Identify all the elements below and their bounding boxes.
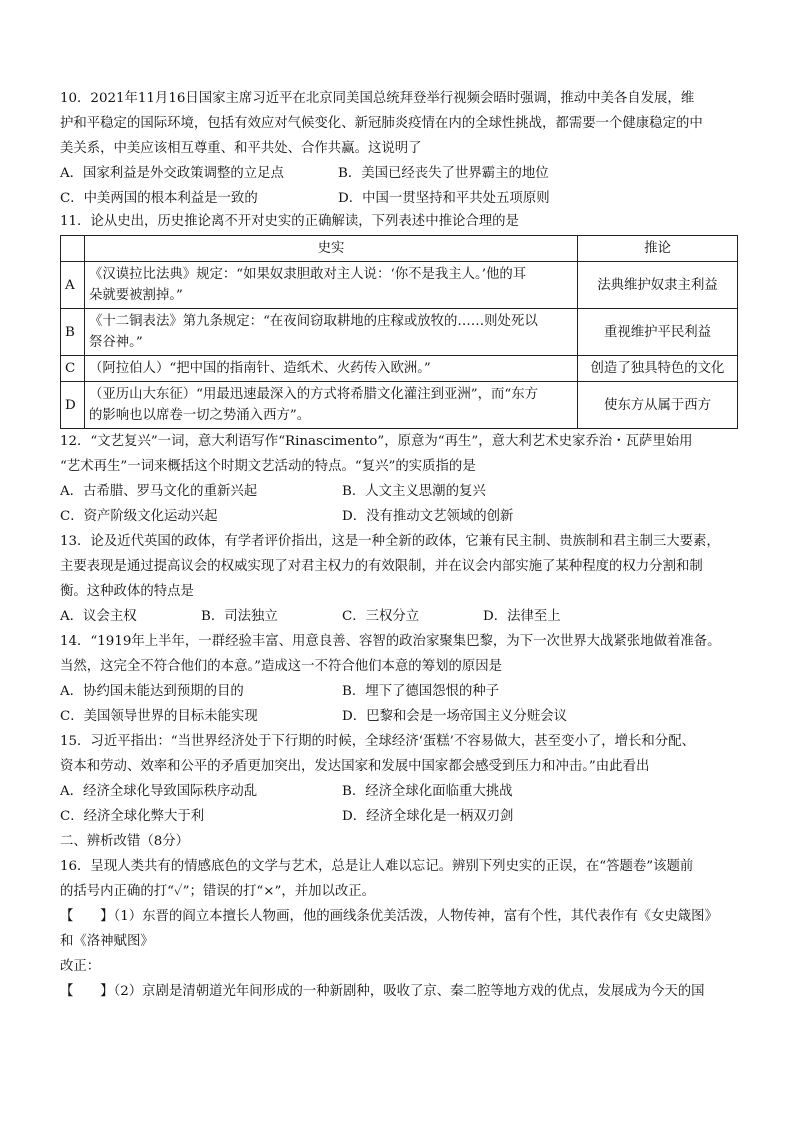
fact-line: 的影响也以席卷一切之势涌入西方”。 bbox=[89, 408, 311, 423]
correction-label: 改正： bbox=[60, 959, 101, 974]
q10-options-row bbox=[60, 186, 738, 211]
q14-stem-line: 当然，这完全不符合他们的本意。”造成这一不符合他们本意的筹划的原因是 bbox=[60, 659, 503, 674]
q13-stem-line: 衡。这种政体的特点是 bbox=[60, 584, 194, 599]
q11-row-b bbox=[61, 309, 738, 356]
q11-row-fact bbox=[85, 262, 578, 309]
q13-option-d: D．法律至上 bbox=[483, 609, 561, 624]
question-14 bbox=[60, 629, 738, 729]
q15-stem-line: 15．习近平指出：“当世界经济处于下行期的时候，全球经济‘蛋糕’不容易做大，甚至变小了，增长和分配、 bbox=[60, 734, 695, 749]
q16-item-1-cont: 和《洛神赋图》 bbox=[60, 934, 154, 949]
q11-header-blank bbox=[61, 236, 85, 262]
q10-option-a: A．国家利益是外交政策调整的立足点 bbox=[60, 166, 284, 181]
q16-item-2 bbox=[60, 979, 738, 1004]
q11-table bbox=[60, 235, 738, 429]
q16-stem-line: 的括号内正确的打“✓”；错误的打“×”，并加以改正。 bbox=[60, 884, 376, 899]
q16-item-2-text: （2）京剧是清朝道光年间形成的一种新剧种，吸收了京、秦二腔等地方戏的优点，发展成为今天的国 bbox=[113, 984, 705, 999]
q13-option-a: A．议会主权 bbox=[60, 609, 137, 624]
q11-row-fact bbox=[85, 309, 578, 356]
question-11 bbox=[60, 211, 738, 429]
q15-option-d: D．经济全球化是一柄双刃剑 bbox=[342, 809, 514, 824]
q13-options-row bbox=[60, 604, 738, 629]
question-15 bbox=[60, 729, 738, 829]
q10-options-row bbox=[60, 161, 738, 186]
q13-option-b: B．司法独立 bbox=[201, 609, 278, 624]
fact-line: （亚历山大东征）“用最迅速最深入的方式将希腊文化灌注到亚洲”，而“东方 bbox=[89, 387, 539, 402]
question-10 bbox=[60, 86, 738, 211]
q13-option-c: C．三权分立 bbox=[342, 609, 420, 624]
q10-stem-line: 护和平稳定的国际环境，包括有效应对气候变化、新冠肺炎疫情在内的全球性挑战，都需要一个健康稳定的中 bbox=[60, 116, 703, 131]
section-heading: 二、辨析改错（8分） bbox=[60, 834, 190, 849]
q11-header-fact: 史实 bbox=[85, 236, 578, 262]
section-2 bbox=[60, 829, 738, 1004]
q14-option-d: D．巴黎和会是一场帝国主义分赃会议 bbox=[342, 709, 567, 724]
exam-page bbox=[60, 86, 738, 1004]
q13-stem-line: 13．论及近代英国的政体，有学者评价指出，这是一种全新的政体，它兼有民主制、贵族制和君主制三大要素， bbox=[60, 534, 720, 549]
q10-option-d: D．中国一贯坚持和平共处五项原则 bbox=[338, 191, 550, 206]
q11-row-inference: 重视维护平民利益 bbox=[578, 309, 738, 356]
q12-option-a: A．古希腊、罗马文化的重新兴起 bbox=[60, 484, 258, 499]
q11-row-inference: 法典维护奴隶主利益 bbox=[578, 262, 738, 309]
q12-option-d: D．没有推动文艺领域的创新 bbox=[342, 509, 514, 524]
q14-options-row bbox=[60, 704, 738, 729]
q14-options-row bbox=[60, 679, 738, 704]
q11-row-inference: 使东方从属于西方 bbox=[578, 382, 738, 429]
q15-options-row bbox=[60, 804, 738, 829]
q13-stem-line: 主要表现是通过提高议会的权威实现了对君主权力的有效限制，并在议会内部实施了某种程度的权力分割和制 bbox=[60, 559, 703, 574]
fact-line: （阿拉伯人）“把中国的指南针、造纸术、火药传入欧洲。” bbox=[89, 361, 431, 376]
question-13 bbox=[60, 529, 738, 629]
q15-option-a: A．经济全球化导致国际秩序动乱 bbox=[60, 784, 258, 799]
q11-row-c bbox=[61, 356, 738, 382]
q12-option-c: C．资产阶级文化运动兴起 bbox=[60, 509, 218, 524]
q11-row-label: A bbox=[61, 262, 85, 309]
q10-option-b: B．美国已经丧失了世界霸主的地位 bbox=[338, 166, 549, 181]
q11-row-inference: 创造了独具特色的文化 bbox=[578, 356, 738, 382]
answer-bracket[interactable]: 【 】 bbox=[60, 984, 114, 999]
q15-option-c: C．经济全球化弊大于利 bbox=[60, 809, 205, 824]
q14-option-b: B．埋下了德国怨恨的种子 bbox=[342, 684, 500, 699]
fact-line: 《十二铜表法》第九条规定：“在夜间窃取耕地的庄稼或放牧的……则处死以 bbox=[89, 314, 538, 329]
fact-line: 《汉谟拉比法典》规定：“如果奴隶胆敢对主人说：‘你不是我主人。’他的耳 bbox=[89, 267, 527, 282]
q11-row-fact bbox=[85, 382, 578, 429]
q11-row-label: D bbox=[61, 382, 85, 429]
q11-row-label: B bbox=[61, 309, 85, 356]
q11-row-label: C bbox=[61, 356, 85, 382]
q11-stem: 11．论从史出，历史推论离不开对史实的正确解读，下列表述中推论合理的是 bbox=[60, 214, 519, 229]
q11-row-d bbox=[61, 382, 738, 429]
answer-bracket[interactable]: 【 】 bbox=[60, 909, 114, 924]
q11-table-header bbox=[61, 236, 738, 262]
q15-stem-line: 资本和劳动、效率和公平的矛盾更加突出，发达国家和发展中国家都会感受到压力和冲击。”由此看出 bbox=[60, 759, 650, 774]
q12-stem-line: 12．“文艺复兴”一词，意大利语写作“Rinascimento”，原意为“再生”，意大利艺术史家乔治・瓦萨里始用 bbox=[60, 434, 693, 449]
q12-stem-line: “艺术再生”一词来概括这个时期文艺活动的特点。“复兴”的实质指的是 bbox=[60, 459, 476, 474]
q14-option-a: A．协约国未能达到预期的目的 bbox=[60, 684, 244, 699]
q12-options-row bbox=[60, 479, 738, 504]
fact-line: 祭谷神。” bbox=[89, 335, 143, 350]
q12-options-row bbox=[60, 504, 738, 529]
q10-option-c: C．中美两国的根本利益是一致的 bbox=[60, 191, 258, 206]
q16-item-1-text: （1）东晋的阎立本擅长人物画，他的画线条优美活泼，人物传神，富有个性，其代表作有《女史箴图》 bbox=[113, 909, 718, 924]
q11-header-inference: 推论 bbox=[578, 236, 738, 262]
q10-stem-line: 美关系，中美应该相互尊重、和平共处、合作共赢。这说明了 bbox=[60, 141, 422, 156]
q15-options-row bbox=[60, 779, 738, 804]
question-12 bbox=[60, 429, 738, 529]
q14-option-c: C．美国领导世界的目标未能实现 bbox=[60, 709, 258, 724]
q16-stem-line: 16．呈现人类共有的情感底色的文学与艺术，总是让人难以忘记。辨别下列史实的正误，在“答题卷”该题前 bbox=[60, 859, 694, 874]
q12-option-b: B．人文主义思潮的复兴 bbox=[342, 484, 486, 499]
q16-item-1 bbox=[60, 904, 738, 929]
q11-row-fact bbox=[85, 356, 578, 382]
q14-stem-line: 14．“1919年上半年，一群经验丰富、用意良善、容智的政治家聚集巴黎，为下一次世界大战紧张地做着准备。 bbox=[60, 634, 721, 649]
q10-stem-line: 10．2021年11月16日国家主席习近平在北京同美国总统拜登举行视频会晤时强调，推动中美各自发展，维 bbox=[60, 91, 695, 106]
q15-option-b: B．经济全球化面临重大挑战 bbox=[342, 784, 513, 799]
fact-line: 朵就要被割掉。” bbox=[89, 288, 183, 303]
q11-row-a bbox=[61, 262, 738, 309]
